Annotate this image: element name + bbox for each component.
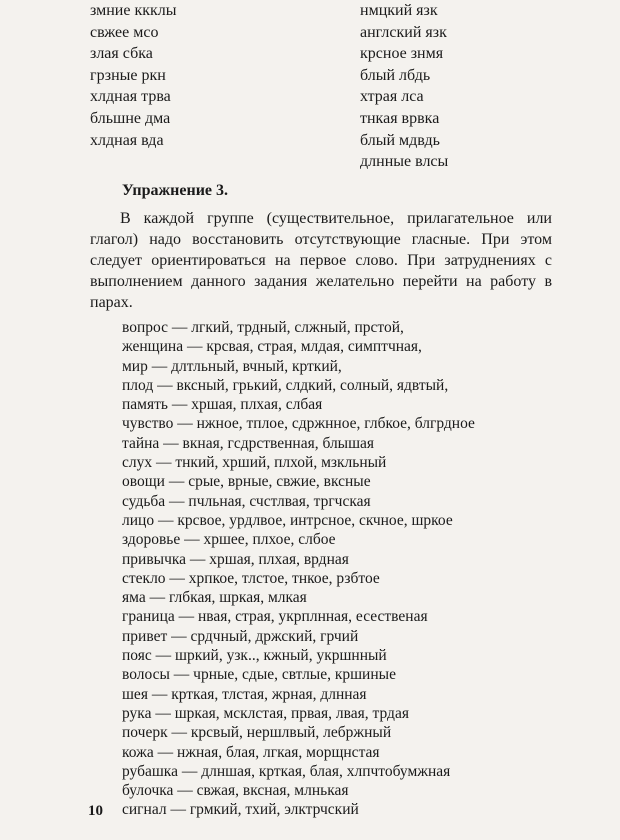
word-pair: хлдная трва bbox=[90, 88, 171, 106]
page-number: 10 bbox=[88, 803, 103, 819]
word-list-line: привет — срдчный, држский, грчий bbox=[122, 627, 359, 645]
word-list-line: здоровье — хршее, плхое, слбое bbox=[122, 531, 336, 549]
word-list-line: яма — глбкая, шркая, млкая bbox=[122, 589, 307, 607]
word-pair: змние ккклы bbox=[90, 2, 177, 19]
word-list-line: рука — шркая, мсклстая, првая, лвая, трдая bbox=[122, 704, 409, 722]
word-list-line: волосы — чрные, сдые, свтлые, кршиные bbox=[122, 666, 396, 684]
word-pair: крсное знмя bbox=[360, 45, 444, 63]
word-pair: блый мдвдь bbox=[360, 131, 440, 149]
word-list-line: сигнал — грмкий, тхий, элктрчский bbox=[122, 801, 359, 819]
word-pair: свжее мсо bbox=[90, 23, 159, 41]
word-list bbox=[122, 318, 552, 820]
word-pair: тнкая врвка bbox=[360, 109, 440, 127]
word-list-line: привычка — хршая, плхая, врдная bbox=[122, 550, 349, 568]
word-list-line: память — хршая, плхая, слбая bbox=[122, 396, 323, 414]
word-pair: бльшне дма bbox=[90, 109, 171, 127]
instructions-paragraph: В каждой группе (существительное, прилагательное или глагол) надо восстановить отсутствующие гласные. При этом следует ориентироваться на первое слово. При затруднениях с выполнением данного задания желательно перейти на работу в парах. bbox=[90, 210, 552, 311]
word-list-line: женщина — крсвая, страя, млдая, симптчная, bbox=[122, 338, 422, 356]
exercise-instructions bbox=[90, 208, 552, 313]
word-list-line: вопрос — лгкий, трдный, слжный, прстой, bbox=[122, 319, 404, 336]
word-list-line: граница — нвая, страя, укрплнная, есественая bbox=[122, 608, 428, 626]
word-pair: грзные ркн bbox=[90, 66, 166, 84]
word-list-line: кожа — нжная, блая, лгкая, морщнстая bbox=[122, 743, 380, 761]
word-list-line: почерк — крсвый, нершлвый, лебржный bbox=[122, 724, 392, 742]
right-column bbox=[360, 0, 448, 173]
word-list-line: рубашка — длншая, крткая, блая, хлпчтобумжная bbox=[122, 762, 451, 780]
word-list-line: стекло — хрпкое, тлстое, тнкое, рзбтое bbox=[122, 569, 380, 587]
word-list-line: тайна — вкная, гсдрственная, блышая bbox=[122, 434, 375, 452]
word-pair: хлдная вда bbox=[90, 131, 164, 149]
word-list-line: плод — вксный, грький, слдкий, солный, ядвтый, bbox=[122, 376, 449, 394]
word-list-line: слух — тнкий, хрший, плхой, мзкльный bbox=[122, 454, 387, 472]
word-list-line: лицо — крсвое, урдлвое, интрсное, скчное, шркое bbox=[122, 511, 453, 529]
word-list-line: судьба — пчльная, счстлвая, тргчская bbox=[122, 492, 371, 510]
word-list-line: пояс — шркий, узк.., кжный, укршнный bbox=[122, 647, 387, 665]
word-pair: злая сбка bbox=[90, 45, 153, 63]
word-pair: англский язк bbox=[360, 23, 447, 41]
word-pair: длнные влсы bbox=[360, 153, 449, 171]
word-pair: нмцкий язк bbox=[360, 2, 438, 19]
word-list-line: шея — крткая, тлстая, жрная, длнная bbox=[122, 685, 367, 703]
word-list-line: булочка — свжая, вксная, млнькая bbox=[122, 782, 349, 800]
word-list-line: овощи — срые, врные, свжие, вксные bbox=[122, 473, 371, 491]
word-list-line: чувство — нжное, тплое, сдржнное, глбкое, блгрдное bbox=[122, 415, 475, 433]
left-column bbox=[90, 0, 177, 151]
exercise-heading: Упражнение 3. bbox=[122, 182, 229, 199]
word-pair: хтрая лса bbox=[360, 88, 424, 106]
word-pair: блый лбдь bbox=[360, 66, 431, 84]
word-list-line: мир — длтльный, вчный, крткий, bbox=[122, 357, 342, 375]
